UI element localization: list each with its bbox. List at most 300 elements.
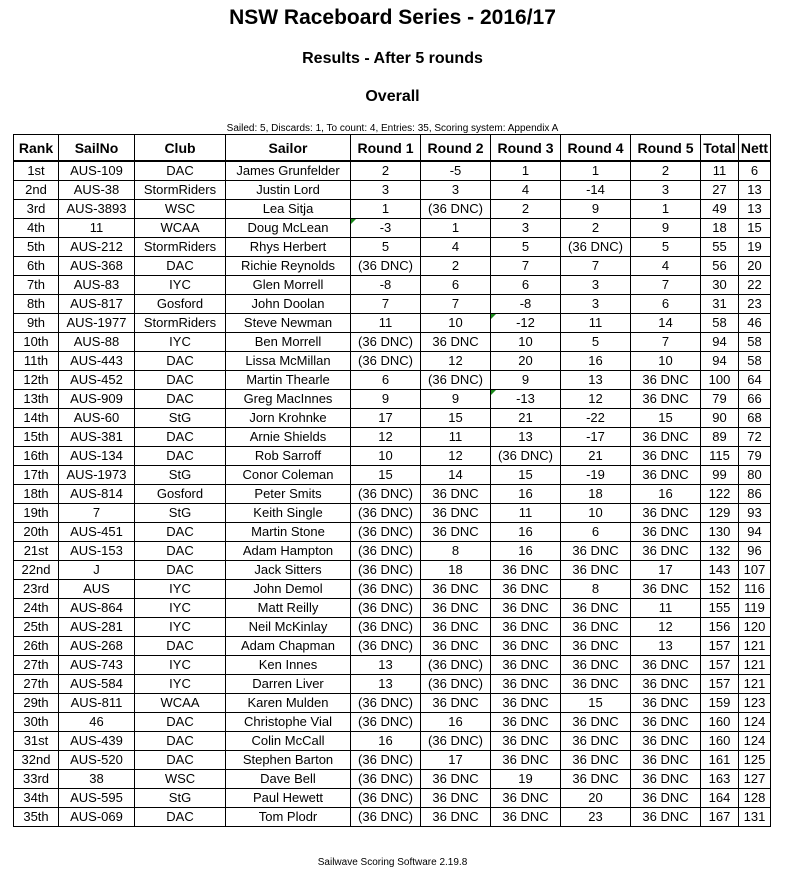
cell-sailor: Tom Plodr (226, 808, 351, 827)
cell-nett: 23 (739, 295, 771, 314)
cell-nett: 72 (739, 428, 771, 447)
cell-round-3: 36 DNC (491, 580, 561, 599)
cell-sailor: Karen Mulden (226, 694, 351, 713)
cell-round-5: 36 DNC (631, 789, 701, 808)
cell-club: StG (135, 504, 226, 523)
cell-sailno: AUS-743 (59, 656, 135, 675)
cell-club: DAC (135, 751, 226, 770)
cell-round-5: 7 (631, 276, 701, 295)
cell-total: 164 (701, 789, 739, 808)
cell-sailno: AUS-153 (59, 542, 135, 561)
cell-sailno: AUS-381 (59, 428, 135, 447)
table-row (14, 561, 771, 580)
col-header-total: Total (701, 135, 739, 162)
cell-total: 79 (701, 390, 739, 409)
cell-round-2: -5 (421, 161, 491, 181)
table-row (14, 789, 771, 808)
cell-round-1: (36 DNC) (351, 751, 421, 770)
table-row (14, 656, 771, 675)
col-header-sailor: Sailor (226, 135, 351, 162)
cell-round-1: (36 DNC) (351, 637, 421, 656)
cell-round-4: 36 DNC (561, 599, 631, 618)
cell-round-3: 7 (491, 257, 561, 276)
cell-round-3: 36 DNC (491, 732, 561, 751)
cell-sailno: AUS-864 (59, 599, 135, 618)
col-header-club: Club (135, 135, 226, 162)
table-row (14, 333, 771, 352)
cell-sailor: Martin Stone (226, 523, 351, 542)
cell-round-4: 11 (561, 314, 631, 333)
cell-round-3: -13 (491, 390, 561, 409)
cell-round-4: 3 (561, 295, 631, 314)
cell-round-4: 36 DNC (561, 618, 631, 637)
cell-rank: 26th (14, 637, 59, 656)
cell-round-2: 16 (421, 713, 491, 732)
cell-nett: 15 (739, 219, 771, 238)
cell-rank: 12th (14, 371, 59, 390)
cell-nett: 20 (739, 257, 771, 276)
cell-round-4: 9 (561, 200, 631, 219)
cell-round-2: 1 (421, 219, 491, 238)
cell-round-1: (36 DNC) (351, 561, 421, 580)
cell-club: DAC (135, 561, 226, 580)
cell-club: DAC (135, 637, 226, 656)
cell-rank: 24th (14, 599, 59, 618)
table-row (14, 276, 771, 295)
table-row (14, 371, 771, 390)
cell-sailor: Dave Bell (226, 770, 351, 789)
cell-total: 49 (701, 200, 739, 219)
cell-nett: 6 (739, 161, 771, 181)
cell-sailor: Richie Reynolds (226, 257, 351, 276)
cell-sailor: Lea Sitja (226, 200, 351, 219)
cell-round-3: 1 (491, 161, 561, 181)
cell-round-2: 2 (421, 257, 491, 276)
cell-total: 27 (701, 181, 739, 200)
cell-sailno: AUS-212 (59, 238, 135, 257)
cell-sailno: AUS-281 (59, 618, 135, 637)
cell-nett: 68 (739, 409, 771, 428)
cell-round-3: 20 (491, 352, 561, 371)
cell-round-5: 15 (631, 409, 701, 428)
cell-round-3: 15 (491, 466, 561, 485)
cell-sailno: AUS-817 (59, 295, 135, 314)
cell-round-3: -12 (491, 314, 561, 333)
cell-rank: 22nd (14, 561, 59, 580)
cell-round-3: 36 DNC (491, 637, 561, 656)
cell-round-2: 12 (421, 352, 491, 371)
cell-round-2: 36 DNC (421, 808, 491, 827)
cell-round-4: 36 DNC (561, 656, 631, 675)
table-row (14, 238, 771, 257)
table-row (14, 257, 771, 276)
cell-sailor: Peter Smits (226, 485, 351, 504)
cell-nett: 119 (739, 599, 771, 618)
cell-total: 132 (701, 542, 739, 561)
cell-round-3: 5 (491, 238, 561, 257)
cell-round-1: (36 DNC) (351, 599, 421, 618)
cell-round-4: 21 (561, 447, 631, 466)
cell-sailor: Steve Newman (226, 314, 351, 333)
cell-round-4: 12 (561, 390, 631, 409)
cell-total: 152 (701, 580, 739, 599)
cell-nett: 96 (739, 542, 771, 561)
cell-nett: 13 (739, 181, 771, 200)
cell-total: 89 (701, 428, 739, 447)
cell-sailor: Rhys Herbert (226, 238, 351, 257)
cell-round-2: 36 DNC (421, 637, 491, 656)
cell-round-5: 16 (631, 485, 701, 504)
cell-sailor: Ken Innes (226, 656, 351, 675)
cell-sailor: John Doolan (226, 295, 351, 314)
cell-round-2: 36 DNC (421, 580, 491, 599)
cell-round-5: 7 (631, 333, 701, 352)
cell-sailno: AUS-109 (59, 161, 135, 181)
cell-round-1: 16 (351, 732, 421, 751)
cell-sailno: AUS-3893 (59, 200, 135, 219)
cell-round-5: 36 DNC (631, 751, 701, 770)
cell-sailor: John Demol (226, 580, 351, 599)
table-row (14, 295, 771, 314)
cell-total: 161 (701, 751, 739, 770)
cell-sailno: J (59, 561, 135, 580)
cell-nett: 121 (739, 637, 771, 656)
cell-total: 11 (701, 161, 739, 181)
cell-rank: 23rd (14, 580, 59, 599)
cell-rank: 5th (14, 238, 59, 257)
cell-round-4: 23 (561, 808, 631, 827)
table-row (14, 713, 771, 732)
cell-round-5: 36 DNC (631, 694, 701, 713)
cell-round-2: 18 (421, 561, 491, 580)
cell-round-1: (36 DNC) (351, 808, 421, 827)
cell-total: 94 (701, 333, 739, 352)
cell-round-1: 9 (351, 390, 421, 409)
cell-rank: 2nd (14, 181, 59, 200)
cell-nett: 13 (739, 200, 771, 219)
cell-sailno: AUS-520 (59, 751, 135, 770)
cell-total: 99 (701, 466, 739, 485)
table-row (14, 808, 771, 827)
cell-round-3: 36 DNC (491, 656, 561, 675)
cell-sailor: Martin Thearle (226, 371, 351, 390)
cell-total: 129 (701, 504, 739, 523)
cell-sailor: Ben Morrell (226, 333, 351, 352)
cell-round-4: 36 DNC (561, 732, 631, 751)
cell-rank: 15th (14, 428, 59, 447)
cell-sailno: AUS-451 (59, 523, 135, 542)
cell-total: 30 (701, 276, 739, 295)
table-row (14, 447, 771, 466)
cell-round-4: 10 (561, 504, 631, 523)
cell-total: 160 (701, 713, 739, 732)
cell-rank: 27th (14, 675, 59, 694)
cell-sailor: Adam Chapman (226, 637, 351, 656)
cell-round-5: 17 (631, 561, 701, 580)
cell-nett: 66 (739, 390, 771, 409)
col-header-round-4: Round 4 (561, 135, 631, 162)
cell-round-5: 9 (631, 219, 701, 238)
cell-total: 100 (701, 371, 739, 390)
cell-sailor: Christophe Vial (226, 713, 351, 732)
cell-round-4: 20 (561, 789, 631, 808)
cell-round-1: 5 (351, 238, 421, 257)
cell-round-3: 16 (491, 542, 561, 561)
col-header-round-2: Round 2 (421, 135, 491, 162)
cell-total: 157 (701, 656, 739, 675)
cell-round-1: 10 (351, 447, 421, 466)
cell-round-1: 2 (351, 161, 421, 181)
cell-round-5: 11 (631, 599, 701, 618)
table-row (14, 200, 771, 219)
cell-total: 18 (701, 219, 739, 238)
cell-round-4: 1 (561, 161, 631, 181)
table-row (14, 428, 771, 447)
cell-round-5: 36 DNC (631, 390, 701, 409)
cell-rank: 21st (14, 542, 59, 561)
cell-total: 155 (701, 599, 739, 618)
cell-round-1: (36 DNC) (351, 694, 421, 713)
cell-sailno: AUS-268 (59, 637, 135, 656)
cell-rank: 35th (14, 808, 59, 827)
cell-round-4: 8 (561, 580, 631, 599)
cell-rank: 18th (14, 485, 59, 504)
cell-total: 122 (701, 485, 739, 504)
cell-club: StormRiders (135, 314, 226, 333)
cell-round-5: 36 DNC (631, 675, 701, 694)
cell-round-3: 36 DNC (491, 694, 561, 713)
cell-round-1: 11 (351, 314, 421, 333)
cell-nett: 19 (739, 238, 771, 257)
cell-round-3: 16 (491, 523, 561, 542)
cell-round-3: 6 (491, 276, 561, 295)
cell-round-1: 12 (351, 428, 421, 447)
cell-total: 157 (701, 637, 739, 656)
cell-rank: 27th (14, 656, 59, 675)
cell-round-4: 3 (561, 276, 631, 295)
cell-round-2: 4 (421, 238, 491, 257)
cell-sailor: Lissa McMillan (226, 352, 351, 371)
cell-nett: 127 (739, 770, 771, 789)
cell-round-5: 10 (631, 352, 701, 371)
cell-nett: 94 (739, 523, 771, 542)
cell-sailno: 11 (59, 219, 135, 238)
cell-sailor: Jack Sitters (226, 561, 351, 580)
cell-round-2: 36 DNC (421, 770, 491, 789)
cell-round-1: (36 DNC) (351, 713, 421, 732)
col-header-round-3: Round 3 (491, 135, 561, 162)
table-row (14, 219, 771, 238)
cell-rank: 1st (14, 161, 59, 181)
cell-round-1: (36 DNC) (351, 504, 421, 523)
cell-rank: 13th (14, 390, 59, 409)
cell-round-2: 36 DNC (421, 523, 491, 542)
col-header-round-5: Round 5 (631, 135, 701, 162)
cell-round-2: 6 (421, 276, 491, 295)
cell-club: IYC (135, 656, 226, 675)
cell-round-2: 15 (421, 409, 491, 428)
cell-round-1: 1 (351, 200, 421, 219)
cell-club: DAC (135, 161, 226, 181)
cell-sailno: AUS-814 (59, 485, 135, 504)
page-title: NSW Raceboard Series - 2016/17 (229, 6, 556, 29)
cell-sailno: AUS-595 (59, 789, 135, 808)
table-row (14, 181, 771, 200)
cell-round-3: 10 (491, 333, 561, 352)
col-header-sailno: SailNo (59, 135, 135, 162)
cell-round-2: 10 (421, 314, 491, 333)
cell-round-4: -17 (561, 428, 631, 447)
cell-sailno: AUS-443 (59, 352, 135, 371)
cell-rank: 20th (14, 523, 59, 542)
cell-round-1: (36 DNC) (351, 789, 421, 808)
cell-total: 163 (701, 770, 739, 789)
cell-sailor: Justin Lord (226, 181, 351, 200)
cell-round-3: 3 (491, 219, 561, 238)
cell-round-2: 17 (421, 751, 491, 770)
cell-round-3: 36 DNC (491, 751, 561, 770)
cell-round-4: 7 (561, 257, 631, 276)
table-row (14, 314, 771, 333)
cell-round-5: 6 (631, 295, 701, 314)
cell-rank: 29th (14, 694, 59, 713)
cell-round-2: (36 DNC) (421, 656, 491, 675)
cell-club: IYC (135, 618, 226, 637)
col-header-nett: Nett (739, 135, 771, 162)
cell-rank: 3rd (14, 200, 59, 219)
cell-round-2: 14 (421, 466, 491, 485)
cell-nett: 46 (739, 314, 771, 333)
cell-round-2: 36 DNC (421, 694, 491, 713)
cell-club: StG (135, 466, 226, 485)
section-heading: Overall (365, 88, 420, 105)
cell-sailor: Rob Sarroff (226, 447, 351, 466)
cell-rank: 30th (14, 713, 59, 732)
cell-club: WSC (135, 770, 226, 789)
cell-sailno: AUS-368 (59, 257, 135, 276)
cell-total: 31 (701, 295, 739, 314)
cell-rank: 10th (14, 333, 59, 352)
cell-round-5: 36 DNC (631, 656, 701, 675)
cell-nett: 58 (739, 333, 771, 352)
cell-total: 167 (701, 808, 739, 827)
cell-sailno: AUS-1977 (59, 314, 135, 333)
cell-round-5: 1 (631, 200, 701, 219)
cell-total: 55 (701, 238, 739, 257)
cell-round-5: 36 DNC (631, 580, 701, 599)
cell-round-4: 5 (561, 333, 631, 352)
cell-round-3: 13 (491, 428, 561, 447)
cell-total: 115 (701, 447, 739, 466)
cell-total: 58 (701, 314, 739, 333)
cell-sailor: Keith Single (226, 504, 351, 523)
cell-round-3: 16 (491, 485, 561, 504)
cell-round-2: 36 DNC (421, 333, 491, 352)
cell-round-4: -22 (561, 409, 631, 428)
cell-club: DAC (135, 808, 226, 827)
cell-round-5: 36 DNC (631, 466, 701, 485)
cell-sailno: AUS-584 (59, 675, 135, 694)
cell-nett: 128 (739, 789, 771, 808)
cell-round-5: 36 DNC (631, 504, 701, 523)
cell-sailno: AUS-38 (59, 181, 135, 200)
cell-total: 160 (701, 732, 739, 751)
cell-round-1: (36 DNC) (351, 257, 421, 276)
table-row (14, 675, 771, 694)
cell-club: DAC (135, 732, 226, 751)
cell-round-5: 36 DNC (631, 371, 701, 390)
cell-nett: 79 (739, 447, 771, 466)
cell-round-1: 6 (351, 371, 421, 390)
cell-round-1: (36 DNC) (351, 352, 421, 371)
cell-round-2: (36 DNC) (421, 200, 491, 219)
cell-round-1: 13 (351, 675, 421, 694)
cell-round-2: (36 DNC) (421, 675, 491, 694)
cell-round-4: 36 DNC (561, 675, 631, 694)
cell-round-5: 36 DNC (631, 770, 701, 789)
cell-sailor: James Grunfelder (226, 161, 351, 181)
cell-round-3: 36 DNC (491, 713, 561, 732)
cell-club: StG (135, 789, 226, 808)
cell-round-1: (36 DNC) (351, 542, 421, 561)
cell-nett: 86 (739, 485, 771, 504)
table-row (14, 523, 771, 542)
table-row (14, 751, 771, 770)
cell-round-1: 15 (351, 466, 421, 485)
cell-round-1: -8 (351, 276, 421, 295)
cell-round-2: 36 DNC (421, 485, 491, 504)
cell-round-3: 36 DNC (491, 561, 561, 580)
table-row (14, 352, 771, 371)
cell-club: DAC (135, 428, 226, 447)
cell-round-1: 17 (351, 409, 421, 428)
cell-rank: 14th (14, 409, 59, 428)
cell-round-2: 7 (421, 295, 491, 314)
cell-nett: 58 (739, 352, 771, 371)
cell-round-1: (36 DNC) (351, 618, 421, 637)
cell-round-5: 36 DNC (631, 542, 701, 561)
cell-round-5: 36 DNC (631, 428, 701, 447)
cell-round-4: 36 DNC (561, 713, 631, 732)
table-row (14, 542, 771, 561)
cell-round-5: 2 (631, 161, 701, 181)
cell-round-2: 3 (421, 181, 491, 200)
cell-round-2: 36 DNC (421, 789, 491, 808)
col-header-round-1: Round 1 (351, 135, 421, 162)
cell-sailor: Neil McKinlay (226, 618, 351, 637)
cell-sailno: AUS-60 (59, 409, 135, 428)
cell-round-2: 11 (421, 428, 491, 447)
cell-rank: 25th (14, 618, 59, 637)
cell-round-1: (36 DNC) (351, 523, 421, 542)
cell-total: 56 (701, 257, 739, 276)
cell-sailor: Stephen Barton (226, 751, 351, 770)
cell-rank: 32nd (14, 751, 59, 770)
cell-nett: 125 (739, 751, 771, 770)
cell-club: DAC (135, 390, 226, 409)
cell-club: DAC (135, 257, 226, 276)
cell-round-3: 36 DNC (491, 675, 561, 694)
cell-round-1: (36 DNC) (351, 580, 421, 599)
header-row (14, 135, 771, 162)
cell-rank: 16th (14, 447, 59, 466)
cell-round-5: 5 (631, 238, 701, 257)
table-row (14, 466, 771, 485)
cell-nett: 124 (739, 713, 771, 732)
cell-rank: 34th (14, 789, 59, 808)
cell-rank: 9th (14, 314, 59, 333)
software-credit: Sailwave Scoring Software 2.19.8 (317, 857, 468, 868)
